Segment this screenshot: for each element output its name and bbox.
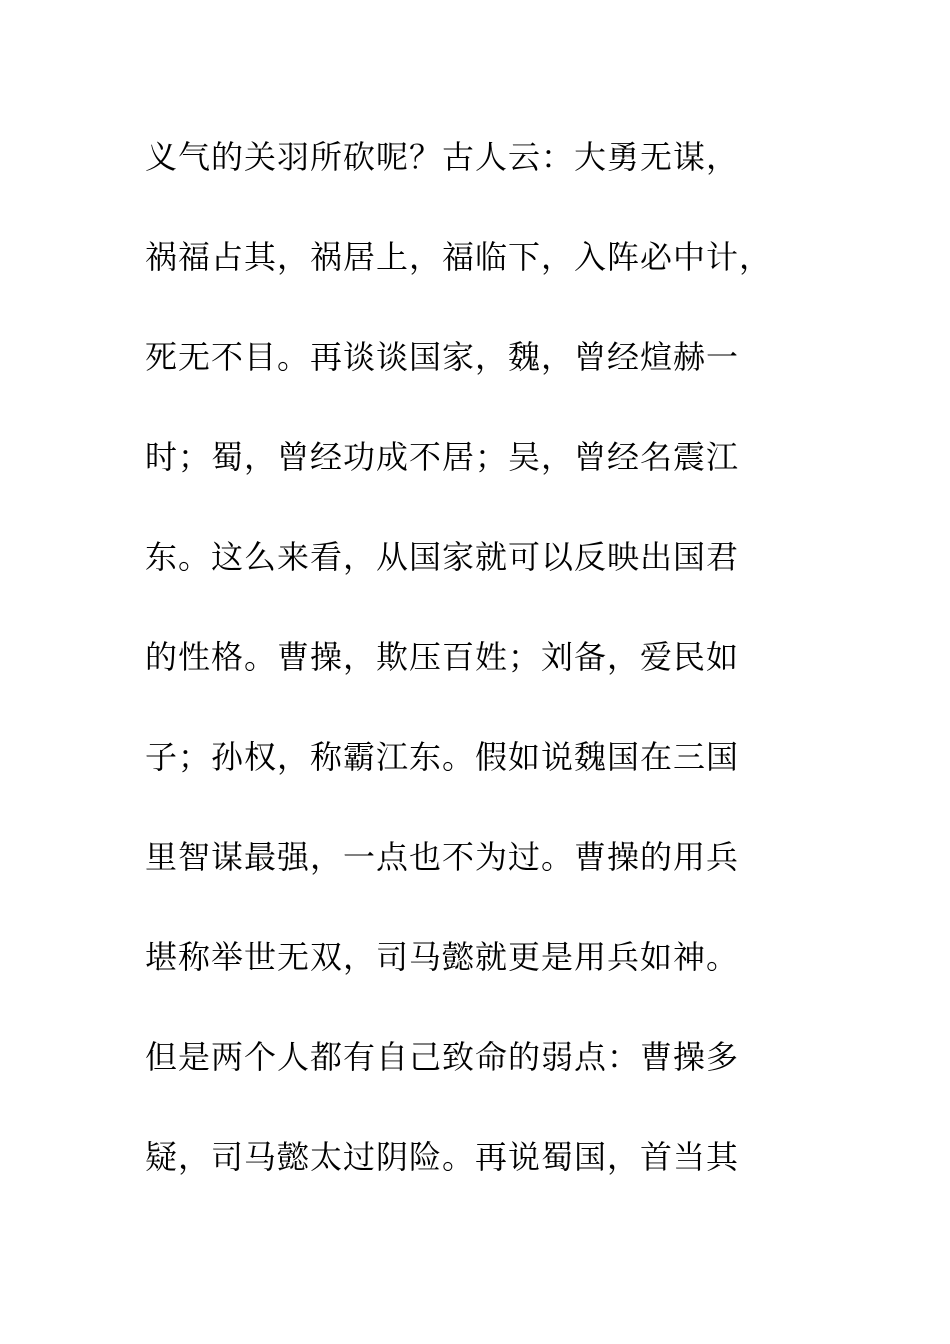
text-line: 但是两个人都有自己致命的弱点：曹操多 [145, 1038, 740, 1076]
text-line: 死无不目。再谈谈国家，魏，曾经煊赫一 [145, 338, 740, 376]
text-line: 祸福占其，祸居上，福临下，入阵必中计， [145, 238, 773, 276]
text-line: 里智谋最强，一点也不为过。曹操的用兵 [145, 838, 740, 876]
text-line: 东。这么来看，从国家就可以反映出国君 [145, 538, 740, 576]
text-line: 的性格。曹操，欺压百姓；刘备，爱民如 [145, 638, 740, 676]
body-text [145, 127, 805, 1227]
text-line: 堪称举世无双，司马懿就更是用兵如神。 [145, 938, 740, 976]
text-line: 义气的关羽所砍呢？古人云：大勇无谋， [145, 138, 740, 176]
text-line: 子；孙权，称霸江东。假如说魏国在三国 [145, 738, 740, 776]
text-line: 时；蜀，曾经功成不居；吴，曾经名震江 [145, 438, 740, 476]
text-line: 疑，司马懿太过阴险。再说蜀国，首当其 [145, 1138, 740, 1176]
